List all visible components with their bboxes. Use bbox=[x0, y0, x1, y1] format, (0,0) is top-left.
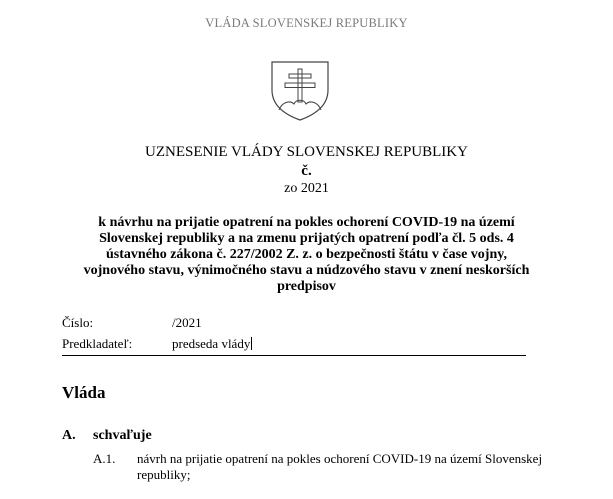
meta-submitter-row bbox=[62, 336, 532, 352]
slovak-coat-of-arms-icon bbox=[270, 60, 330, 122]
submitter-label: Predkladateľ: bbox=[62, 336, 133, 351]
submitter-value: predseda vlády bbox=[172, 336, 251, 351]
submitter-value-wrap[interactable] bbox=[172, 336, 252, 352]
section-title: schvaľuje bbox=[93, 428, 152, 443]
resolution-number: č. bbox=[301, 163, 312, 179]
number-value: /2021 bbox=[172, 315, 202, 330]
organization-header: VLÁDA SLOVENSKEJ REPUBLIKY bbox=[205, 16, 408, 30]
item-number: A.1. bbox=[93, 451, 116, 466]
text-cursor bbox=[251, 337, 252, 350]
resolution-subject: k návrhu na prijatie opatrení na pokles ochorení COVID-19 na území Slovenskej republiky a na zmenu prijatých opatrení podľa čl. 5 ods. 4 ústavného zákona č. 227/2002 Z. z. o bezpečnosti štátu v čase vojny, vojnového stavu, výnimočného stavu a núdzového stavu v znení neskorších predpisov bbox=[83, 215, 530, 294]
item-text: návrh na prijatie opatrení na pokles ochorení COVID-19 na území Slovenskej republiky; bbox=[137, 451, 543, 482]
resolution-title: UZNESENIE VLÁDY SLOVENSKEJ REPUBLIKY bbox=[145, 144, 468, 160]
body-heading: Vláda bbox=[62, 383, 106, 402]
resolution-date: zo 2021 bbox=[284, 181, 329, 196]
number-label: Číslo: bbox=[62, 315, 94, 330]
section-letter: A. bbox=[62, 428, 76, 443]
meta-number-row bbox=[62, 315, 532, 331]
divider bbox=[62, 355, 526, 356]
